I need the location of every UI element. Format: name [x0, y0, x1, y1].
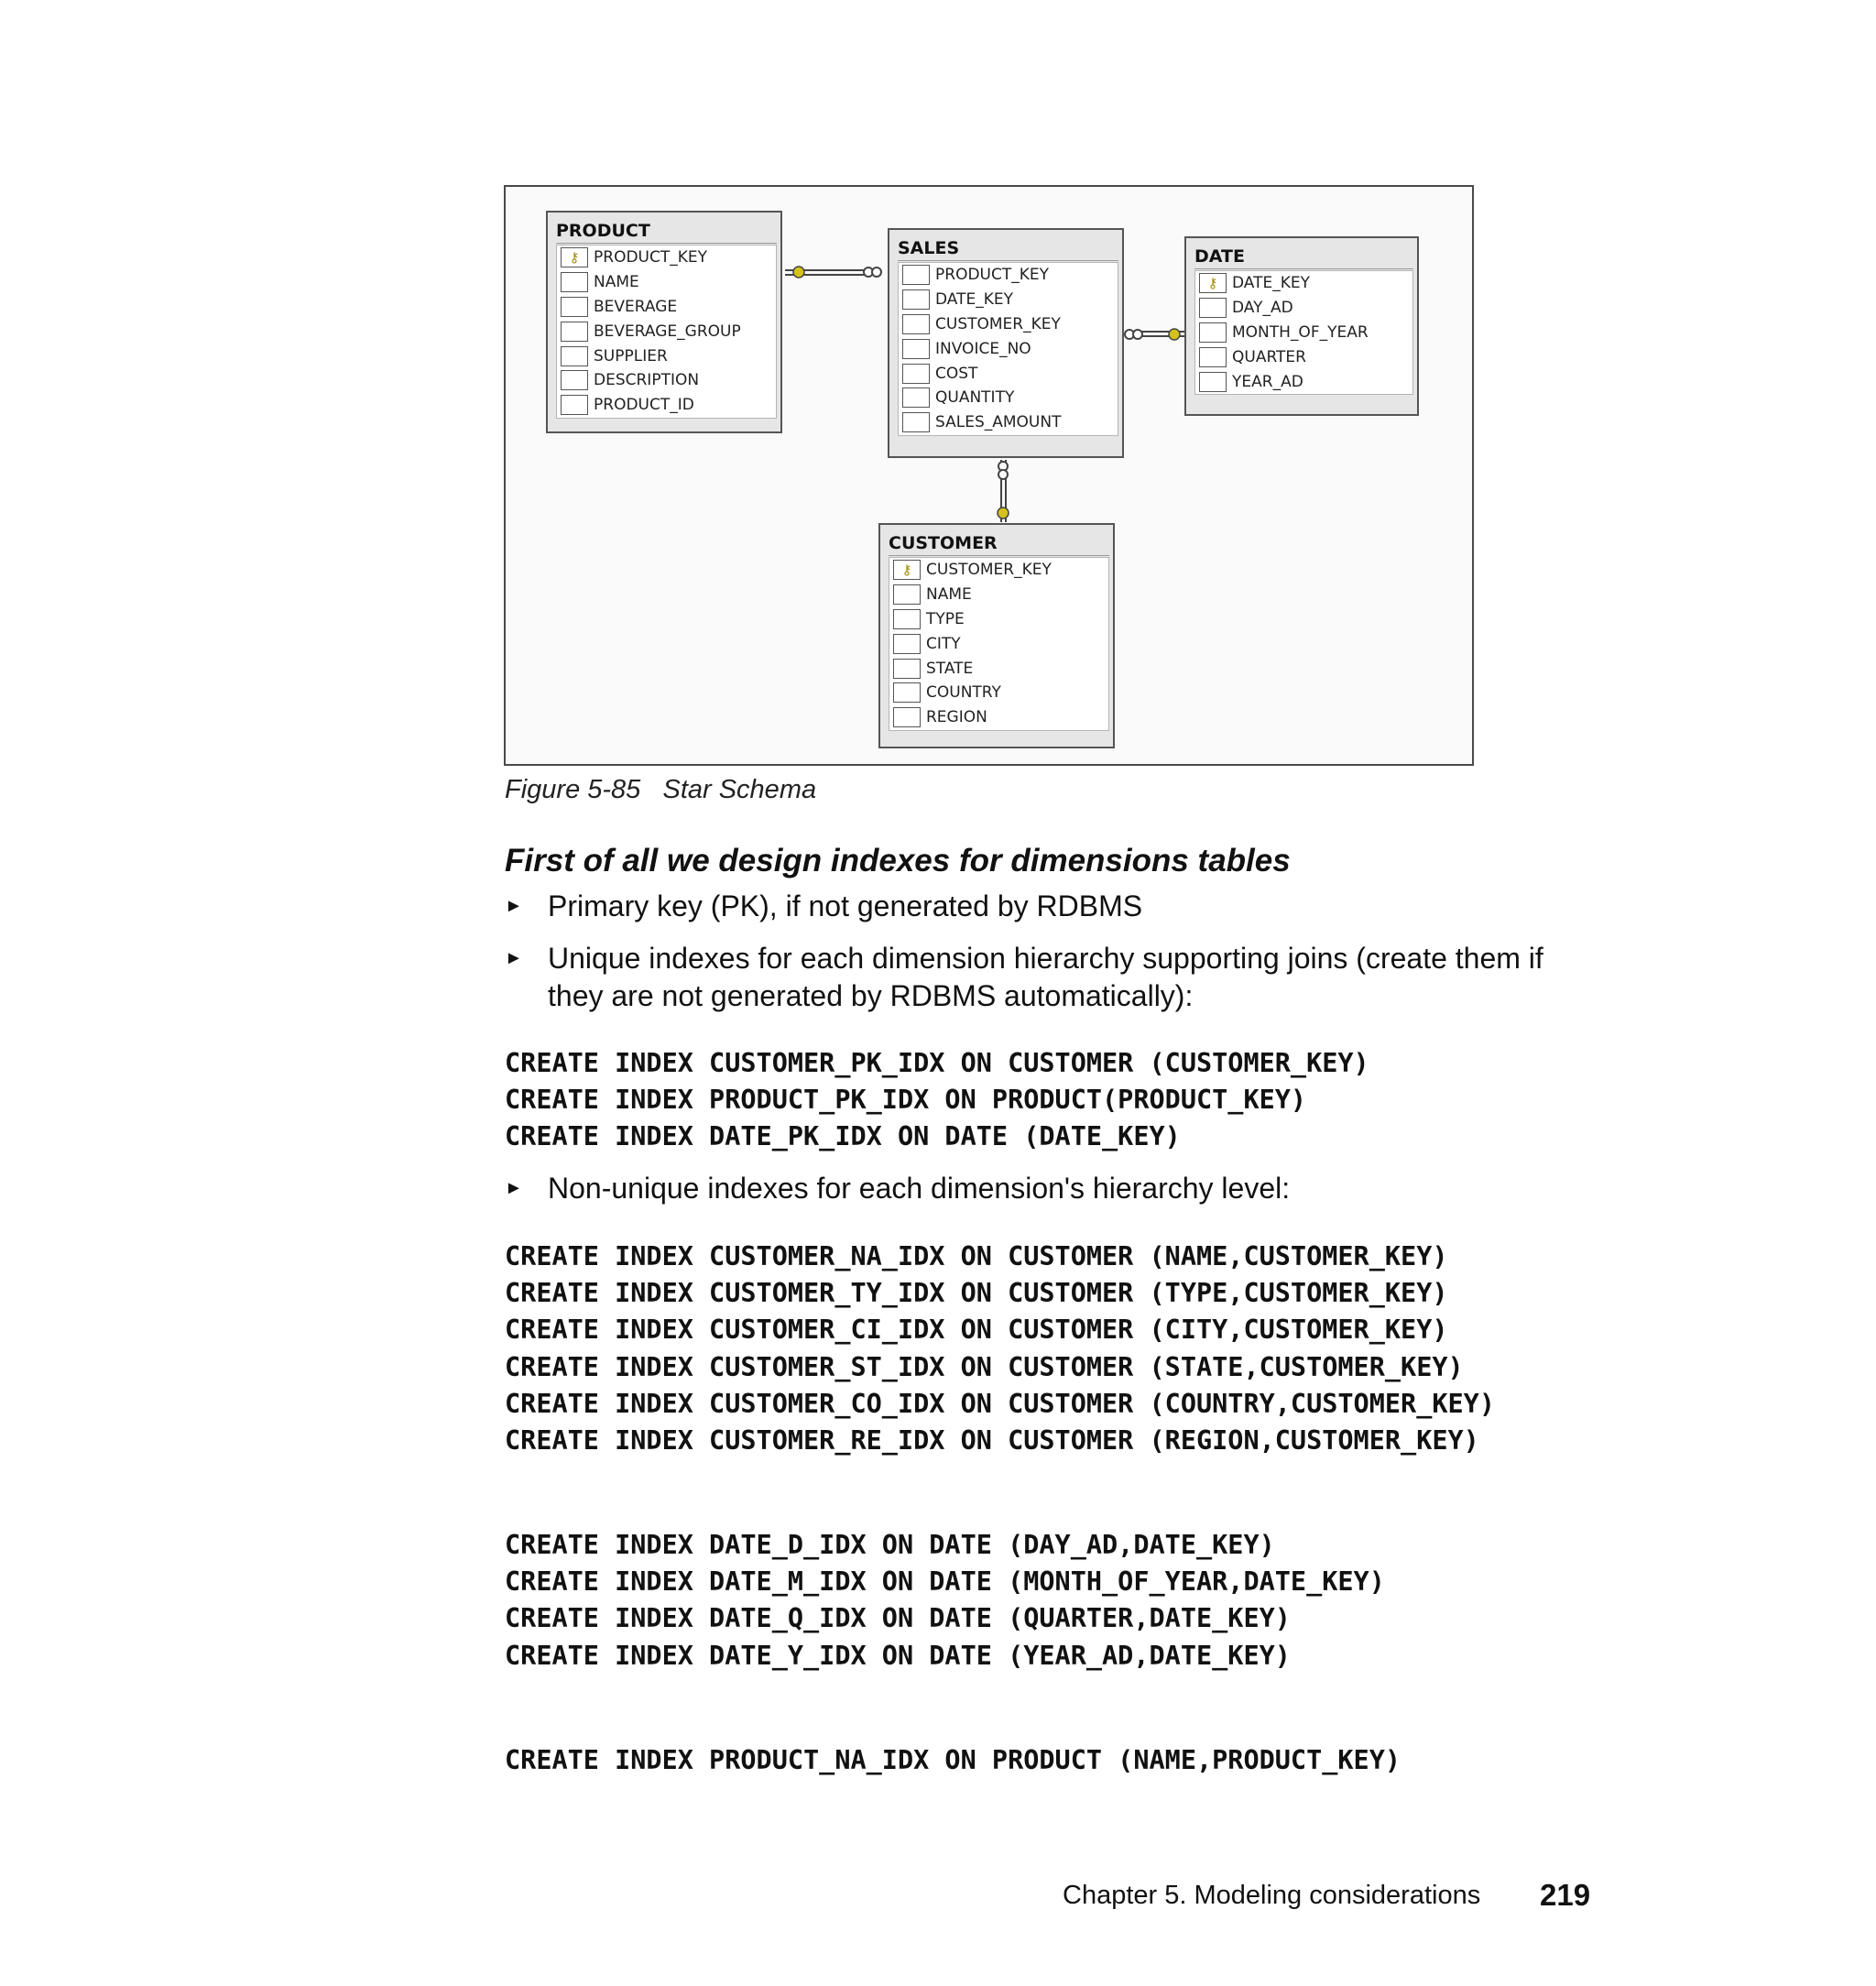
column-selector-cell — [893, 682, 921, 703]
column-row — [889, 607, 1108, 632]
column-name: QUANTITY — [935, 388, 1015, 408]
table-title: PRODUCT — [556, 219, 777, 244]
column-row — [899, 336, 1118, 361]
column-selector-cell — [1199, 372, 1227, 392]
column-selector-cell — [561, 322, 588, 342]
column-name: DESCRIPTION — [594, 371, 700, 390]
column-row — [899, 263, 1118, 288]
column-name: STATE — [926, 659, 974, 678]
column-selector-cell — [893, 584, 921, 605]
code-line: CREATE INDEX CUSTOMER_NA_IDX ON CUSTOMER (NAME,CUSTOMER_KEY) — [505, 1241, 1448, 1271]
column-row — [557, 393, 776, 418]
column-list — [556, 245, 777, 419]
column-name: BEVERAGE_GROUP — [594, 322, 741, 341]
column-row — [1195, 344, 1412, 369]
relationship-sales-date — [1125, 329, 1187, 340]
column-selector-cell — [902, 364, 930, 384]
column-name: CUSTOMER_KEY — [935, 314, 1061, 333]
column-selector-cell — [902, 387, 930, 408]
column-row — [899, 288, 1118, 312]
column-row — [889, 583, 1108, 607]
column-list — [898, 262, 1118, 436]
column-name: MONTH_OF_YEAR — [1232, 322, 1369, 342]
column-name: BEVERAGE — [594, 297, 678, 316]
code-line: CREATE INDEX DATE_Q_IDX ON DATE (QUARTER,DATE_KEY) — [505, 1603, 1291, 1634]
column-row — [557, 246, 776, 270]
table-date — [1184, 236, 1419, 416]
key-icon: ⚷ — [569, 249, 580, 266]
column-name: DATE_KEY — [1232, 274, 1310, 293]
column-selector-cell — [893, 659, 921, 679]
bullet-text: Non-unique indexes for each dimension's hierarchy level: — [548, 1172, 1291, 1205]
bullet-item — [505, 888, 1595, 925]
column-row — [557, 368, 776, 393]
column-selector-cell — [893, 707, 921, 727]
column-row — [889, 681, 1108, 705]
key-icon: ⚷ — [901, 562, 912, 578]
column-selector-cell — [1199, 298, 1227, 318]
column-row — [557, 270, 776, 295]
code-line: CREATE INDEX CUSTOMER_CI_IDX ON CUSTOMER (CITY,CUSTOMER_KEY) — [505, 1315, 1448, 1346]
column-name: PRODUCT_KEY — [594, 248, 708, 267]
code-line: CREATE INDEX CUSTOMER_TY_IDX ON CUSTOMER (TYPE,CUSTOMER_KEY) — [505, 1278, 1448, 1309]
column-row — [889, 558, 1108, 583]
column-name: REGION — [926, 708, 987, 727]
code-line: CREATE INDEX CUSTOMER_PK_IDX ON CUSTOMER (CUSTOMER_KEY) — [505, 1048, 1369, 1078]
column-selector-cell — [561, 272, 588, 292]
page-number: 219 — [1540, 1878, 1591, 1912]
column-selector-cell — [1199, 347, 1227, 367]
primary-key-icon — [561, 247, 588, 267]
section-heading: First of all we design indexes for dimensions tables — [505, 843, 1291, 878]
column-name: TYPE — [926, 609, 965, 628]
column-row — [899, 386, 1118, 410]
code-line: CREATE INDEX DATE_M_IDX ON DATE (MONTH_OF_YEAR,DATE_KEY) — [505, 1566, 1385, 1598]
column-row — [899, 361, 1118, 386]
column-name: CUSTOMER_KEY — [926, 561, 1052, 580]
column-row — [899, 312, 1118, 337]
column-selector-cell — [561, 395, 588, 415]
bullet-arrow-icon: ► — [505, 948, 523, 968]
column-name: PRODUCT_KEY — [935, 266, 1050, 285]
column-name: PRODUCT_ID — [594, 396, 694, 415]
primary-key-icon — [893, 560, 921, 580]
column-name: CITY — [926, 634, 961, 653]
relationship-product-sales — [785, 267, 881, 278]
column-row — [1195, 369, 1412, 394]
code-block-date-indexes — [505, 1527, 1385, 1675]
code-line: CREATE INDEX DATE_Y_IDX ON DATE (YEAR_AD,DATE_KEY) — [505, 1640, 1291, 1671]
bullet-item — [505, 940, 1595, 1015]
column-row — [1195, 271, 1412, 296]
column-selector-cell — [561, 370, 588, 390]
column-selector-cell — [902, 289, 930, 310]
column-row — [1195, 296, 1412, 321]
table-title: CUSTOMER — [889, 531, 1109, 556]
column-name: SALES_AMOUNT — [935, 413, 1062, 432]
code-line: CREATE INDEX DATE_D_IDX ON DATE (DAY_AD,DATE_KEY) — [505, 1530, 1275, 1560]
primary-key-icon — [1199, 273, 1227, 293]
column-name: YEAR_AD — [1232, 372, 1303, 391]
bullet-text: Unique indexes for each dimension hierarchy supporting joins (create them if they are not generated by RDBMS automatically): — [548, 942, 1543, 1012]
column-name: DAY_AD — [1232, 299, 1293, 318]
column-name: COUNTRY — [926, 683, 1001, 703]
column-name: COST — [935, 364, 978, 383]
column-row — [889, 631, 1108, 656]
key-icon: ⚷ — [1207, 275, 1218, 291]
code-line: CREATE INDEX CUSTOMER_ST_IDX ON CUSTOMER (STATE,CUSTOMER_KEY) — [505, 1351, 1464, 1382]
column-row — [557, 319, 776, 344]
code-line: CREATE INDEX CUSTOMER_CO_IDX ON CUSTOMER (COUNTRY,CUSTOMER_KEY) — [505, 1388, 1495, 1419]
star-schema-figure — [504, 185, 1474, 766]
column-row — [557, 295, 776, 320]
bullet-arrow-icon: ► — [505, 896, 523, 916]
bullet-item — [505, 1170, 1595, 1207]
relationship-sales-customer — [998, 460, 1009, 522]
column-name: DATE_KEY — [935, 290, 1013, 310]
column-selector-cell — [1199, 322, 1227, 343]
column-name: NAME — [926, 585, 972, 605]
column-row — [1195, 321, 1412, 345]
column-selector-cell — [902, 412, 930, 432]
column-name: INVOICE_NO — [935, 339, 1031, 358]
column-selector-cell — [893, 634, 921, 654]
column-name: QUARTER — [1232, 347, 1306, 366]
column-selector-cell — [902, 265, 930, 285]
code-line: CREATE INDEX DATE_PK_IDX ON DATE (DATE_KEY) — [505, 1121, 1181, 1152]
footer-chapter-title: Chapter 5. Modeling considerations — [1063, 1881, 1481, 1910]
table-sales — [888, 228, 1124, 458]
column-name: NAME — [594, 273, 639, 292]
column-row — [889, 705, 1108, 730]
code-line: CREATE INDEX PRODUCT_NA_IDX ON PRODUCT (NAME,PRODUCT_KEY) — [505, 1745, 1402, 1775]
column-row — [889, 656, 1108, 681]
code-block-primary-keys — [505, 1045, 1369, 1156]
figure-caption: Figure 5-85 Star Schema — [505, 775, 817, 804]
column-selector-cell — [561, 297, 588, 317]
column-selector-cell — [893, 609, 921, 629]
column-selector-cell — [902, 314, 930, 334]
bullet-text: Primary key (PK), if not generated by RDBMS — [548, 889, 1143, 922]
code-block-customer-indexes — [505, 1239, 1495, 1459]
column-selector-cell — [902, 339, 930, 359]
table-customer — [878, 523, 1115, 748]
table-title: SALES — [898, 236, 1118, 261]
column-list — [889, 557, 1109, 731]
table-title: DATE — [1194, 245, 1413, 269]
code-line: CREATE INDEX CUSTOMER_RE_IDX ON CUSTOMER (REGION,CUSTOMER_KEY) — [505, 1424, 1479, 1456]
column-name: SUPPLIER — [594, 346, 668, 366]
column-row — [899, 410, 1118, 435]
column-list — [1194, 270, 1413, 395]
column-selector-cell — [561, 346, 588, 366]
bullet-arrow-icon: ► — [505, 1178, 523, 1198]
table-product — [546, 211, 782, 433]
column-row — [557, 344, 776, 368]
code-line: CREATE INDEX PRODUCT_PK_IDX ON PRODUCT(PRODUCT_KEY) — [505, 1085, 1307, 1116]
code-block-product-indexes — [505, 1742, 1401, 1779]
